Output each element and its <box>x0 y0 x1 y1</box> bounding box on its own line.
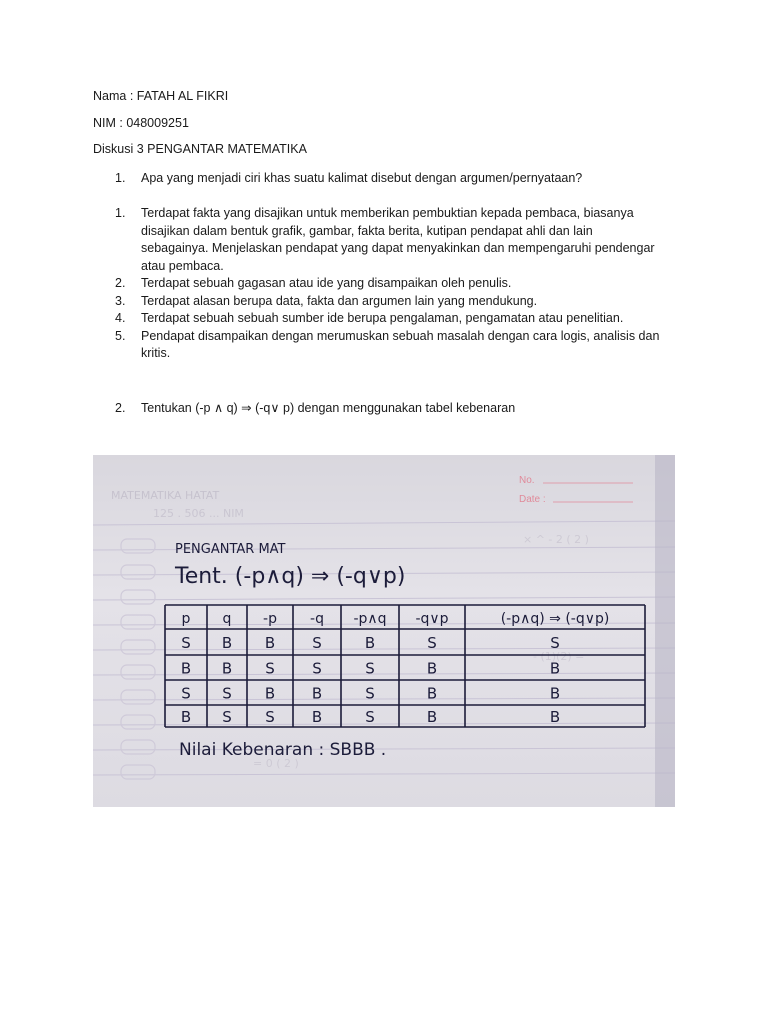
question-2-text: Tentukan (-p ∧ q) ⇒ (-q∨ p) dengan menggunakan tabel kebenaran <box>141 401 516 415</box>
truth-table-cell: S <box>222 708 232 726</box>
truth-table-header: -q <box>310 611 324 627</box>
question-1-number: 1. <box>115 171 126 185</box>
truth-table-cell: S <box>265 659 275 678</box>
svg-text:- (1)(2) =: - (1)(2) = <box>533 650 585 663</box>
student-nim: NIM : 048009251 <box>93 116 189 130</box>
truth-table-cell: S <box>365 659 375 678</box>
question-2-number: 2. <box>115 401 126 415</box>
truth-table-header: -q∨p <box>415 611 449 627</box>
svg-text:= 0 ( 2 ): = 0 ( 2 ) <box>253 757 299 770</box>
answer-item <box>115 310 675 328</box>
truth-table-cell: S <box>222 684 232 703</box>
question-2 <box>115 400 675 417</box>
truth-table-cell: S <box>265 708 275 726</box>
answer-item <box>115 275 675 293</box>
student-name: Nama : FATAH AL FIKRI <box>93 89 229 103</box>
truth-table-cell: S <box>365 708 375 726</box>
svg-text:MATEMATIKA HATAT: MATEMATIKA HATAT <box>111 489 220 502</box>
answer-item <box>115 205 675 275</box>
svg-text:× ^ - 2 ( 2 ): × ^ - 2 ( 2 ) <box>523 533 589 546</box>
truth-table-cell: S <box>550 634 560 652</box>
answer-number: 4. <box>115 311 126 325</box>
question-1 <box>115 170 675 187</box>
truth-table-cell: S <box>365 684 375 703</box>
truth-table-cell: S <box>181 684 191 703</box>
truth-table-cell: B <box>549 659 561 678</box>
truth-table-header: -p <box>263 611 277 627</box>
truth-table-header: -p∧q <box>353 611 387 627</box>
answer-number: 3. <box>115 293 126 308</box>
notebook-no-label: No. <box>519 475 535 486</box>
truth-table-cell: B <box>311 708 323 726</box>
truth-table-cell: B <box>221 659 233 678</box>
answer-line: Terdapat sebuah gagasan atau ide yang disampaikan oleh penulis. <box>141 276 512 290</box>
answer-number: 2. <box>115 276 126 290</box>
notebook-photo <box>93 455 675 807</box>
answer-line: disajikan dalam bentuk grafik, gambar, fakta berita, kutipan pendapat ahli dan lain <box>141 223 593 238</box>
truth-value-result: Nilai Kebenaran : SBBB . <box>179 740 387 760</box>
answer-item <box>115 328 675 363</box>
truth-table-cell: B <box>426 708 438 726</box>
answer-number: 1. <box>115 206 126 220</box>
truth-table-cell: B <box>426 684 438 703</box>
answer-item <box>115 293 675 311</box>
notebook-photo-drawing <box>93 455 675 807</box>
truth-table <box>165 605 645 727</box>
answer-line: sebagainya. Menjelaskan pendapat yang dapat menyakinkan dan mempengaruhi pendengar <box>141 241 655 255</box>
answer-line: Terdapat fakta yang disajikan untuk memberikan pembuktian kepada pembaca, biasanya <box>141 206 634 220</box>
truth-table-cell: B <box>549 708 561 726</box>
answer-line: Terdapat alasan berupa data, fakta dan argumen lain yang mendukung. <box>141 293 538 308</box>
truth-table-cell: B <box>549 684 561 703</box>
truth-table-cell: B <box>264 684 276 703</box>
truth-table-cell: B <box>364 634 376 652</box>
truth-table-cell: S <box>427 634 437 652</box>
truth-table-cell: B <box>311 684 323 703</box>
truth-table-cell: B <box>264 634 276 652</box>
truth-table-cell: B <box>180 659 192 678</box>
truth-table-header: q <box>222 611 232 627</box>
notebook-heading: PENGANTAR MAT <box>175 542 286 557</box>
answer-line: kritis. <box>141 346 171 360</box>
truth-table-cell: B <box>221 634 233 652</box>
question-1-text: Apa yang menjadi ciri khas suatu kalimat disebut dengan argumen/pernyataan? <box>141 171 583 185</box>
svg-text:125 . 506 ... NIM: 125 . 506 ... NIM <box>153 507 244 520</box>
answer-line: atau pembaca. <box>141 258 224 273</box>
truth-table-header: p <box>181 611 191 627</box>
truth-table-cell: S <box>312 634 322 652</box>
notebook-tent-line: Tent. (-p∧q) ⇒ (-q∨p) <box>175 564 406 589</box>
truth-table-cell: B <box>180 708 192 726</box>
answer-line: Pendapat disampaikan dengan merumuskan sebuah masalah dengan cara logis, analisis dan <box>141 328 660 343</box>
truth-table-cell: B <box>426 659 438 678</box>
truth-table-cell: S <box>312 659 322 678</box>
truth-table-header: (-p∧q) ⇒ (-q∨p) <box>500 611 610 627</box>
answer-number: 5. <box>115 328 126 343</box>
truth-table-cell: S <box>181 634 191 652</box>
answer-line: Terdapat sebuah sebuah sumber ide berupa pengalaman, pengamatan atau penelitian. <box>141 311 624 325</box>
document-title: Diskusi 3 PENGANTAR MATEMATIKA <box>93 142 307 156</box>
answer-list <box>115 205 675 363</box>
notebook-date-label: Date : <box>519 494 546 505</box>
